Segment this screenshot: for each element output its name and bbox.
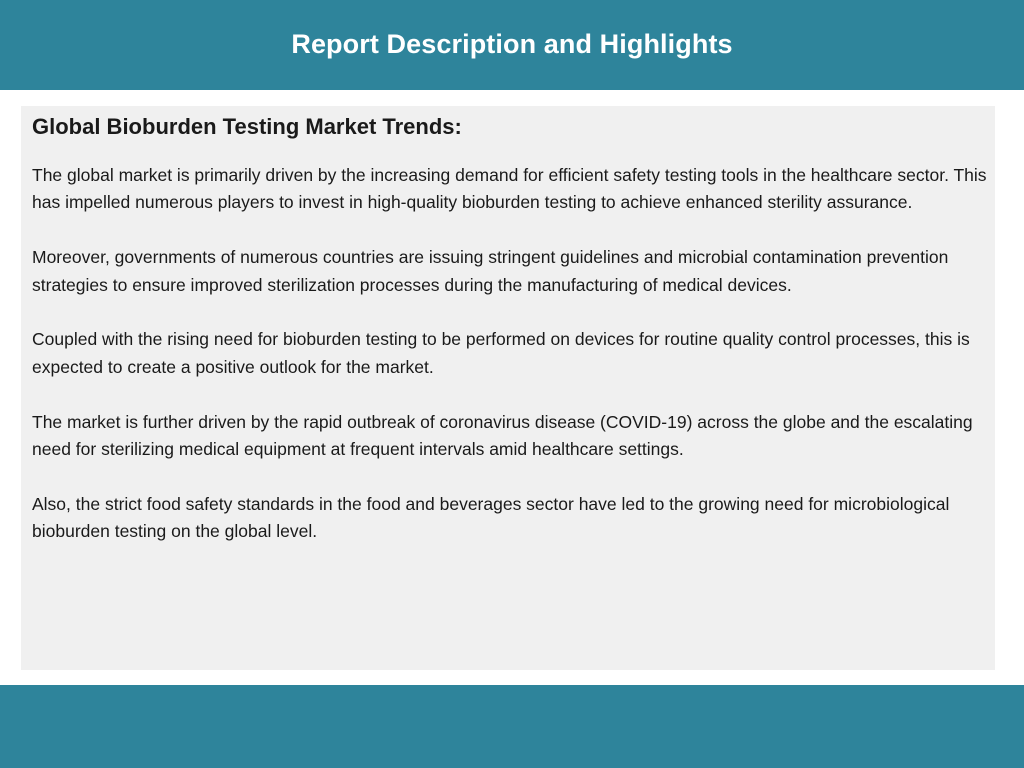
paragraph-4: The market is further driven by the rapid outbreak of coronavirus disease (COVID-19) across the globe and the escalating need for sterilizing medical equipment at frequent intervals amid healthcare settings. — [32, 411, 973, 460]
paragraph-3: Coupled with the rising need for bioburden testing to be performed on devices for routine quality control processes, this is expected to create a positive outlook for the market. — [32, 329, 970, 377]
page-title: Report Description and Highlights — [291, 28, 733, 59]
section-heading: Global Bioburden Testing Market Trends: — [32, 114, 462, 139]
header-bar — [0, 0, 1024, 90]
footer-bar — [0, 685, 1024, 768]
paragraph-1: The global market is primarily driven by the increasing demand for efficient safety testing tools in the healthcare sector. This has impelled numerous players to invest in high-quality bioburden testing to achieve enhanced sterility assurance. — [32, 165, 987, 213]
paragraph-2: Moreover, governments of numerous countries are issuing stringent guidelines and microbial contamination prevention strategies to ensure improved sterilization processes during the manufacturing of medical devices. — [32, 247, 949, 295]
paragraph-5: Also, the strict food safety standards in the food and beverages sector have led to the growing need for microbiological bioburden testing on the global level. — [32, 493, 950, 542]
content-panel — [21, 106, 995, 670]
